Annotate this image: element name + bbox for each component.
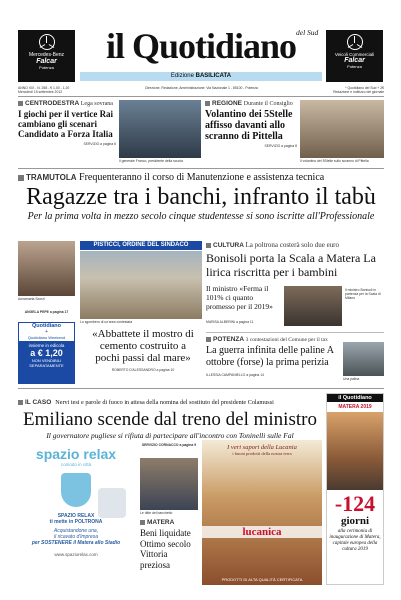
countdown-text: alla cerimonia di inaugurazione di Matera, capitale europea della cultura 2019 — [329, 529, 381, 552]
countdown-header: il Quotidiano — [327, 394, 383, 402]
byline: ROBERTO D'ALESSANDRO a pagina 10 — [111, 368, 175, 372]
ad-brand: lucanica — [202, 526, 322, 538]
byline: SERVIZIO a pagina 6 — [83, 142, 116, 146]
ilcaso-headline: Emiliano scende dal treno del ministro — [23, 409, 317, 430]
ilcaso-subhead: Il governatore pugliese si rifiuta di partecipare all'incontro con Toninelli sulle Fal — [46, 431, 294, 440]
photo-caption: Il ministro Bonisoli in partenza per la Scala di Milano — [345, 288, 381, 300]
ad-city: Potenza — [39, 65, 54, 70]
headline: La guerra infinita delle paline A ottobre (forse) la prima perizia — [206, 345, 334, 368]
section-marker-icon — [206, 243, 211, 248]
divider — [18, 168, 384, 169]
headline: Beni liquidate Ottimo secolo Vittoria preziosa — [140, 528, 191, 570]
photo-caption: Annamaria Scorzi — [18, 297, 45, 301]
meta-right: * Quotidiano del Sud + 2€ Redazione e indirizzo del giornale — [333, 86, 384, 94]
photo-caption: Il volantino dei 5Stelle sullo scranno di Pittella — [300, 159, 369, 163]
ad-tagline: comodo in città — [60, 462, 92, 467]
matera-small-story[interactable]: MATERA Beni liquidate Ottimo secolo Vittoria preziosa — [140, 519, 198, 570]
ad-mercedes[interactable] — [18, 30, 75, 82]
countdown-box[interactable] — [326, 393, 384, 585]
ad-brand: spazio relax — [35, 446, 117, 462]
section-label: TRAMUTOLA — [26, 173, 77, 182]
section-marker-icon — [18, 400, 23, 405]
ad-city: Potenza — [347, 64, 362, 69]
section-marker-icon — [18, 175, 24, 181]
cultura-story[interactable]: CULTURA La poltrona costerà solo due euro Bonisoli porta la Scala a Matera La lirica riscritta per i bambini — [206, 241, 384, 279]
divider — [18, 96, 384, 97]
shield-icon — [61, 473, 91, 507]
photo-caption: Una palina — [343, 377, 360, 381]
top-story-centrodestra[interactable]: CENTRODESTRA Lega sovrana I giochi per il vertice Rai cambiano gli scenari Candidato a Forza Italia SERVIZIO a pagina 6 — [18, 100, 116, 146]
main-subhead: Per la prima volta in mezzo secolo cinque studentesse si sono iscritte all'Professionale — [27, 211, 375, 222]
divider — [206, 332, 384, 333]
photo-bonisoli — [284, 286, 342, 326]
section-marker-icon — [205, 101, 210, 106]
section-marker-icon — [18, 101, 23, 106]
ad-dealer: Falcar — [36, 58, 57, 65]
ad-footer: PRODOTTI DI ALTA QUALITÀ CERTIFICATA — [221, 577, 303, 582]
divider — [18, 388, 384, 389]
edition-prefix: Edizione — [170, 73, 194, 79]
countdown-city: MATERA 2019 — [338, 404, 372, 410]
headline: «Abbattete il mostro di cemento costruito a pochi passi dal mare» — [92, 328, 194, 364]
byline: ILLESSIA CAMPANIELLO a pagina 14 — [206, 373, 264, 377]
kicker: Nervi tesi e parole di fuoco in attesa della nomina del sostituto del presidente Colamussi — [55, 399, 274, 406]
kicker: Frequenteranno il corso di Manutenzione e assistenza tecnica — [79, 172, 325, 183]
ad-brand: Veicoli Commerciali — [334, 52, 375, 57]
ad-title: I veri sapori della Lucania — [227, 444, 297, 451]
photo-volantino — [300, 100, 384, 158]
photo-annamaria — [18, 241, 75, 296]
ad-sub: i buoni prodotti della nostra terra — [232, 451, 292, 456]
photo-caption: Le ditte del banchetto — [140, 511, 173, 515]
headline: I giochi per il vertice Rai cambiano gli scenari Candidato a Forza Italia — [18, 109, 114, 139]
countdown-unit: giorni — [340, 515, 370, 527]
matera-ref: SERVIZIO CORNACCO a pagina 9 — [141, 443, 197, 447]
mercedes-star-icon — [347, 34, 363, 50]
masthead-title: il Quotidiano — [105, 26, 297, 66]
cultura-body: Il ministro «Ferma il 101% ci quanto promesso per il 2019» — [206, 284, 273, 311]
address-line: Direzione, Redazione, Amministrazione: Via Nazionale 1 - 85100 - Potenza — [145, 86, 258, 90]
ad-brand: Mercedes-Benz — [28, 52, 64, 58]
ad-spazio-relax[interactable]: spazio relax comodo in città SPAZIO RELAX ti mette in POLTRONA Acquistandone una, il ricavato d'impresa per SOSTENERE il Matera allo Stadio www.spaziorelax.com — [18, 440, 134, 585]
ilcaso-story[interactable]: IL CASO Nervi tesi e parole di fuoco in attesa della nomina del sostituto del presidente Colamussi Emiliano scende dal treno del ministro Il governatore pugliese si rifiuta di partecipare all'incontro con Toninelli sulle Fal — [18, 391, 322, 440]
countdown-number: -124 — [334, 491, 376, 516]
edition-name: BASILICATA — [195, 73, 232, 79]
ad-veicoli[interactable] — [326, 30, 383, 82]
byline: SERVIZIO a pagina 8 — [264, 144, 297, 148]
section-marker-icon — [140, 520, 145, 525]
photo-banchetto — [140, 458, 198, 510]
photo-generale — [119, 100, 201, 158]
photo-matera — [327, 412, 383, 490]
main-headline: Ragazze tra i banchi, infranto il tabù — [26, 184, 376, 210]
headline: Volantino dei 5Stelle affisso davanti allo scranno di Pittella — [205, 109, 293, 142]
ad-lucanica[interactable] — [202, 440, 322, 585]
potenza-story[interactable]: POTENZA 3 contestazioni del Comune per il tax La guerra infinita delle paline A ottobre (forse) la prima perizia ILLESSIA CAMPANIELLO a pagina 14 — [206, 336, 340, 377]
photo-caption: Lo sgombero di un'area contestata — [80, 320, 133, 324]
photo-caption: Il generale Franco, presidente della scuola — [119, 159, 183, 163]
main-story[interactable] — [18, 172, 384, 238]
armchair-icon — [98, 488, 126, 518]
mercedes-star-icon — [39, 34, 55, 50]
headline: Bonisoli porta la Scala a Matera La lirica riscritta per i bambini — [206, 251, 376, 279]
photo-palina — [343, 342, 384, 376]
ad-dealer: Falcar — [344, 57, 365, 64]
masthead-suffix: del Sud — [296, 28, 319, 37]
photo-cemento — [80, 251, 202, 319]
pisticci-banner: PISTICCI, ORDINE DEL SINDACO — [80, 241, 202, 250]
promo-box[interactable]: Quotidiano + Quotidiano Weekend insieme in edicola a € 1,20 NON VENDIBILI SEPARATAMENTE — [18, 322, 75, 384]
byline: ANGELA PEPE a pagina 17 — [24, 310, 69, 314]
top-story-regione[interactable]: REGIONE Durante il Consiglio Volantino dei 5Stelle affisso davanti allo scranno di Pittella SERVIZIO a pagina 8 — [205, 100, 297, 148]
pisticci-story[interactable] — [88, 328, 198, 372]
byline: MARISA ALBERINI a pagina 11 — [206, 320, 254, 324]
section-marker-icon — [206, 337, 211, 342]
meta-left: ANNO XIX - N. 258 - € 1,00 - 1,20 Mercoledì 15 settembre 2012 — [18, 86, 70, 94]
edition-bar — [80, 72, 322, 81]
